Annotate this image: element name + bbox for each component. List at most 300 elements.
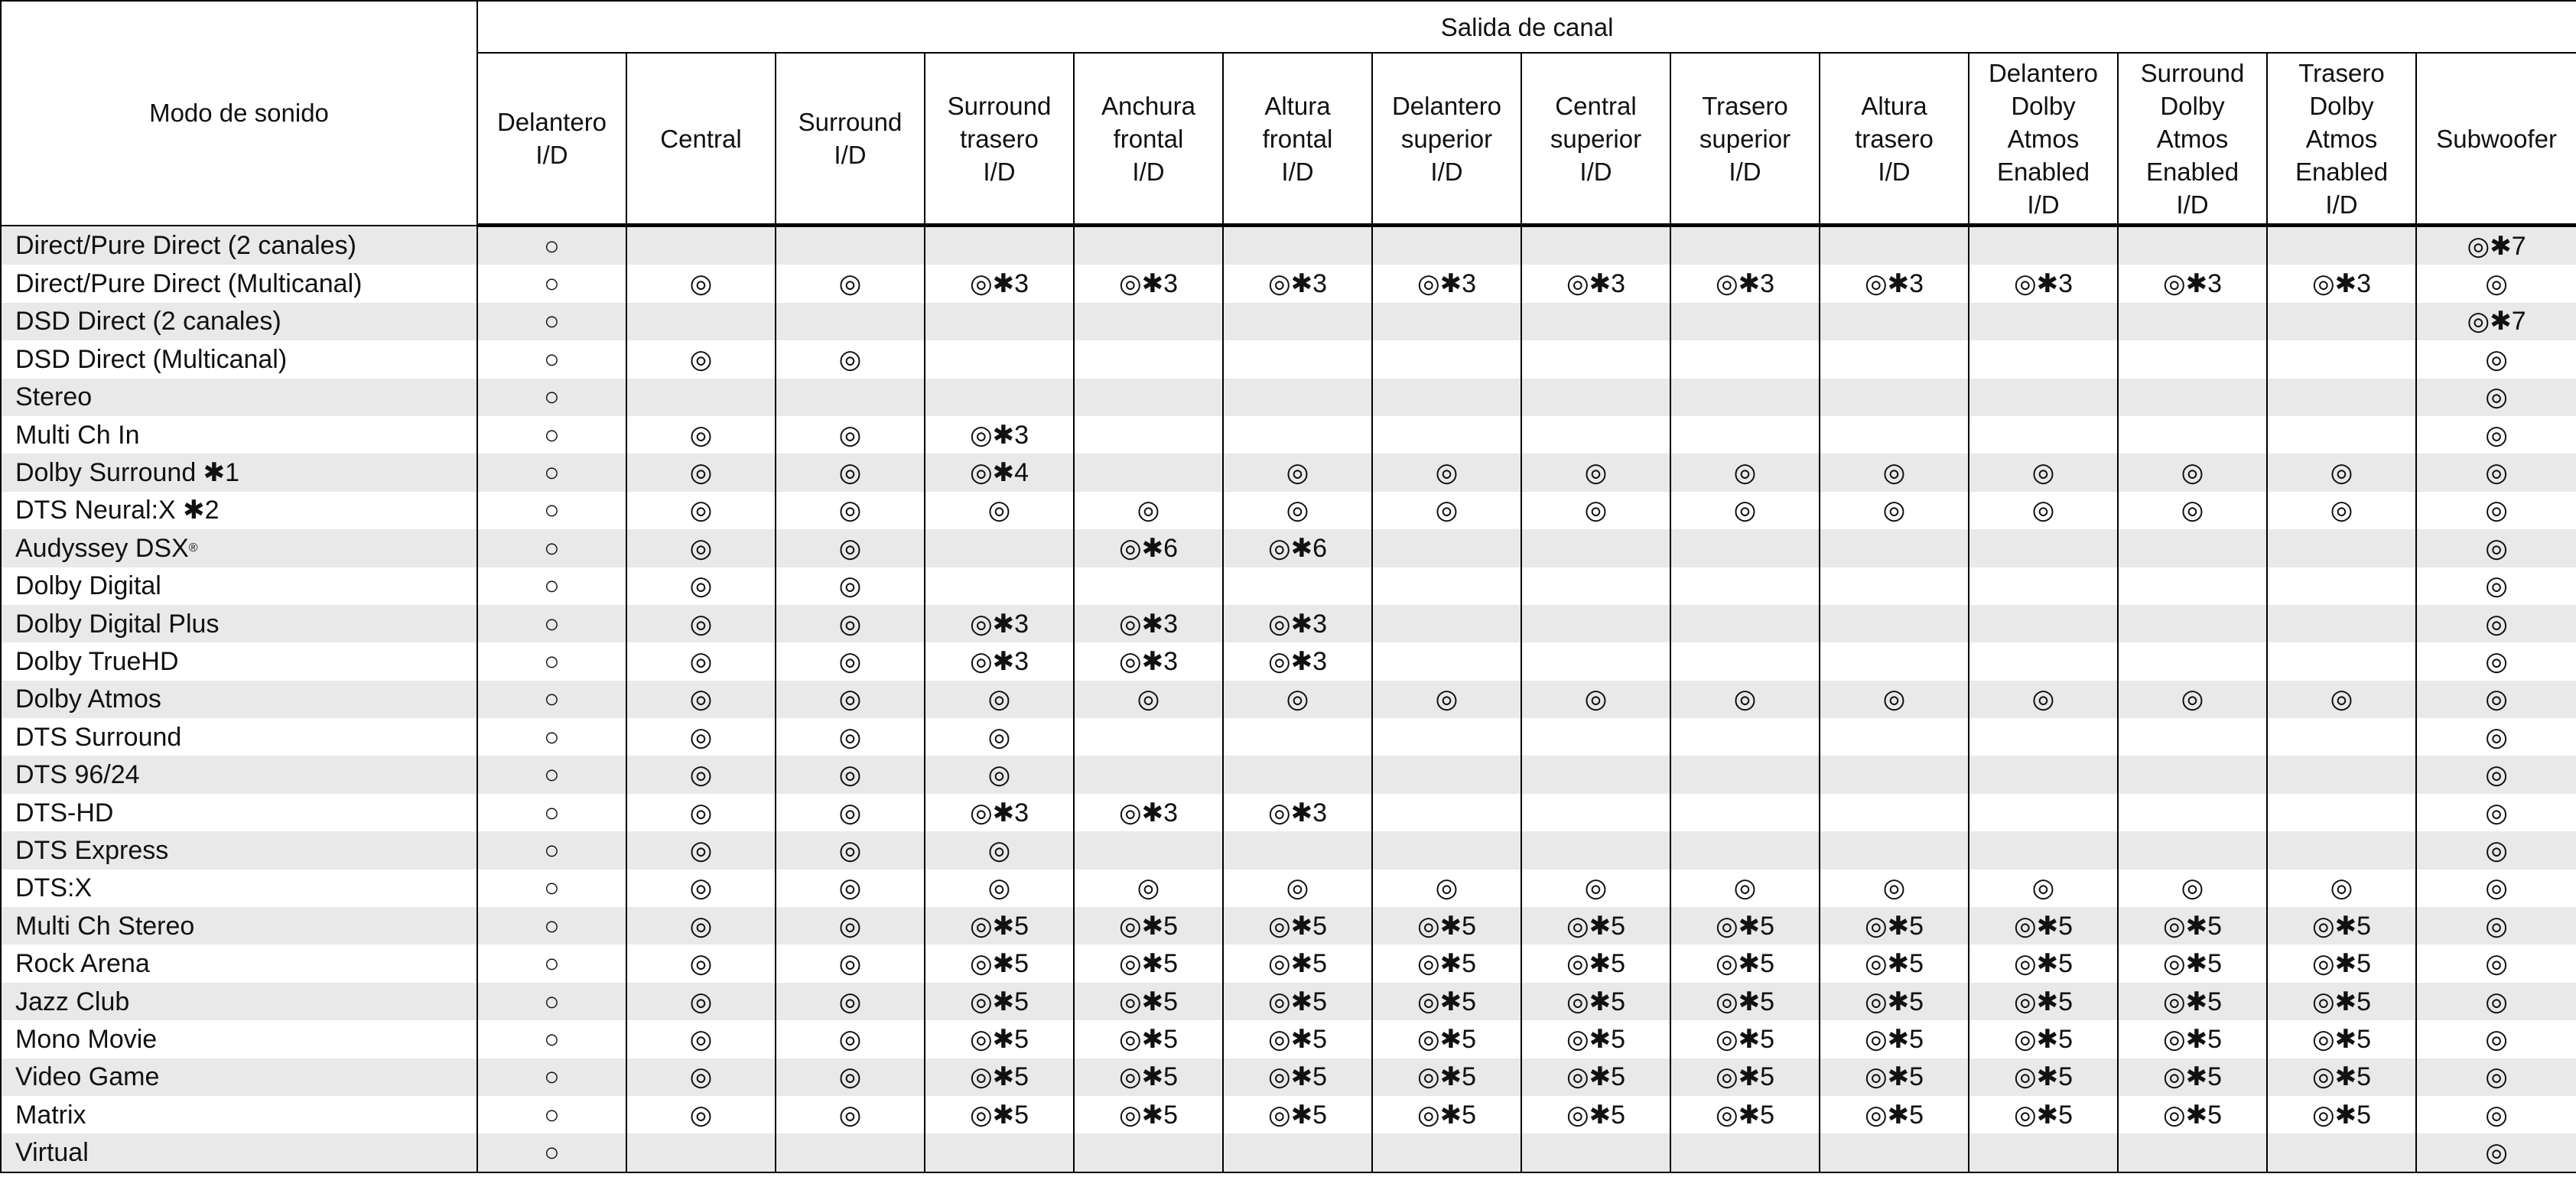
channel-output-cell: ◎	[626, 265, 776, 302]
channel-output-cell: ○	[477, 1058, 626, 1096]
channel-output-cell: ◎✱5	[1820, 983, 1969, 1020]
column-header-line: I/D	[983, 157, 1016, 186]
table-row	[1, 870, 2576, 907]
sound-mode-label: Jazz Club	[15, 987, 130, 1016]
column-header-line: Surround	[2140, 58, 2245, 87]
channel-output-cell: ◎	[626, 1020, 776, 1058]
channel-output-cell: ◎	[1074, 681, 1223, 718]
channel-output-cell: ◎✱5	[1074, 983, 1223, 1020]
channel-output-cell	[1969, 794, 2118, 831]
sound-mode-label: DTS-HD	[15, 798, 114, 827]
channel-output-cell	[1670, 831, 1820, 869]
channel-output-cell	[1372, 831, 1521, 869]
table-row	[1, 718, 2576, 756]
table-row	[1, 567, 2576, 605]
channel-output-cell: ◎	[776, 983, 925, 1020]
channel-output-cell	[1521, 756, 1670, 793]
column-header-line: Dolby	[2160, 91, 2225, 120]
sound-mode-cell	[1, 756, 477, 793]
channel-output-cell: ◎✱5	[1969, 1058, 2118, 1096]
channel-output-cell: ◎	[2416, 870, 2576, 907]
sound-mode-label: Dolby Surround ✱1	[15, 458, 240, 488]
channel-output-cell	[1670, 605, 1820, 642]
table-row	[1, 1058, 2576, 1096]
sound-mode-label: Multi Ch In	[15, 420, 140, 450]
channel-output-cell: ◎	[2416, 1096, 2576, 1133]
channel-output-cell	[1820, 379, 1969, 416]
channel-output-cell	[2267, 756, 2416, 793]
column-header-line: Delantero	[496, 108, 607, 136]
table-row	[1, 416, 2576, 454]
column-header-line: Anchura	[1101, 91, 1195, 120]
channel-output-cell: ◎	[1670, 681, 1820, 718]
channel-output-cell	[2118, 379, 2267, 416]
channel-output-cell: ○	[477, 983, 626, 1020]
channel-output-cell: ◎✱5	[1670, 1058, 1820, 1096]
column-header	[477, 53, 626, 226]
channel-output-cell: ◎	[626, 416, 776, 454]
channel-output-cell	[1074, 1133, 1223, 1172]
column-header-line: Enabled	[2145, 157, 2239, 186]
channel-output-cell	[776, 226, 925, 265]
channel-output-cell: ◎✱5	[2118, 1020, 2267, 1058]
channel-output-cell	[1521, 379, 1670, 416]
table-row	[1, 907, 2576, 945]
sound-mode-label: Dolby Atmos	[15, 684, 161, 714]
channel-output-cell: ◎	[1521, 492, 1670, 529]
table-row	[1, 831, 2576, 869]
channel-output-cell: ◎	[776, 1058, 925, 1096]
channel-output-cell: ◎✱5	[1969, 907, 2118, 945]
channel-output-cell: ○	[477, 605, 626, 642]
sound-mode-cell	[1, 1058, 477, 1096]
channel-output-cell: ◎	[2416, 1133, 2576, 1172]
column-header-line: Central	[660, 124, 742, 153]
channel-output-cell: ○	[477, 831, 626, 869]
channel-output-cell: ◎	[1670, 870, 1820, 907]
channel-output-cell	[2267, 718, 2416, 756]
channel-output-cell	[1372, 605, 1521, 642]
channel-output-cell: ◎✱5	[1670, 983, 1820, 1020]
channel-output-cell	[2118, 226, 2267, 265]
sound-mode-cell	[1, 265, 477, 302]
sound-mode-cell	[1, 794, 477, 831]
column-header-line: Surround	[947, 91, 1052, 120]
channel-output-cell: ◎	[2416, 605, 2576, 642]
sound-mode-cell	[1, 340, 477, 378]
channel-output-cell	[1223, 756, 1372, 793]
channel-output-cell	[1223, 416, 1372, 454]
channel-output-cell	[1969, 303, 2118, 340]
channel-output-cell: ◎	[626, 1058, 776, 1096]
channel-output-cell: ○	[477, 794, 626, 831]
channel-output-cell	[1223, 718, 1372, 756]
channel-output-cell: ◎✱5	[2118, 983, 2267, 1020]
table-row	[1, 340, 2576, 378]
channel-output-cell: ◎✱5	[1521, 1058, 1670, 1096]
channel-output-cell: ◎	[2416, 529, 2576, 567]
channel-output-cell: ◎	[626, 870, 776, 907]
channel-output-cell: ○	[477, 226, 626, 265]
channel-output-cell: ◎✱7	[2416, 303, 2576, 340]
channel-output-cell	[2267, 1133, 2416, 1172]
channel-output-cell	[2267, 605, 2416, 642]
channel-output-cell	[1670, 379, 1820, 416]
column-header-line: I/D	[1729, 157, 1761, 186]
table-row	[1, 492, 2576, 529]
channel-output-cell	[1670, 1133, 1820, 1172]
channel-output-cell: ◎	[1372, 681, 1521, 718]
channel-output-cell: ◎✱5	[1969, 1020, 2118, 1058]
channel-output-cell: ◎✱5	[2118, 907, 2267, 945]
sound-mode-label: DTS 96/24	[15, 760, 140, 790]
channel-output-cell: ◎✱5	[1372, 1096, 1521, 1133]
channel-output-cell: ◎✱6	[1074, 529, 1223, 567]
channel-output-cell	[1820, 605, 1969, 642]
channel-output-cell: ◎✱3	[1969, 265, 2118, 302]
channel-output-cell: ◎	[1521, 870, 1670, 907]
channel-output-cell	[2267, 567, 2416, 605]
channel-output-cell: ◎✱5	[2267, 907, 2416, 945]
channel-output-cell: ◎	[1223, 454, 1372, 491]
channel-output-cell	[1521, 226, 1670, 265]
channel-output-cell	[1820, 718, 1969, 756]
channel-output-cell: ◎✱3	[1074, 642, 1223, 680]
channel-output-cell: ○	[477, 945, 626, 982]
sound-mode-cell	[1, 303, 477, 340]
channel-output-cell: ◎✱3	[925, 265, 1074, 302]
channel-output-cell	[1372, 303, 1521, 340]
channel-output-cell	[1372, 756, 1521, 793]
channel-output-cell: ○	[477, 756, 626, 793]
channel-output-cell	[1521, 303, 1670, 340]
channel-output-cell: ◎✱5	[1820, 945, 1969, 982]
channel-output-cell	[2118, 529, 2267, 567]
channel-output-cell	[1521, 529, 1670, 567]
column-header-line: frontal	[1113, 124, 1184, 153]
channel-output-cell	[1521, 718, 1670, 756]
channel-output-cell: ◎	[2416, 831, 2576, 869]
registered-mark: ®	[188, 541, 198, 554]
channel-output-cell	[2118, 567, 2267, 605]
channel-output-cell: ◎	[2416, 945, 2576, 982]
channel-output-cell	[626, 303, 776, 340]
channel-output-cell	[626, 379, 776, 416]
channel-output-cell	[776, 379, 925, 416]
channel-output-cell: ◎	[776, 870, 925, 907]
channel-output-cell: ◎	[626, 1096, 776, 1133]
channel-output-cell	[2267, 831, 2416, 869]
table-row	[1, 529, 2576, 567]
sound-mode-label: Stereo	[15, 382, 93, 412]
channel-output-cell: ◎	[626, 945, 776, 982]
channel-output-cell: ◎	[925, 681, 1074, 718]
channel-output-cell: ○	[477, 642, 626, 680]
channel-output-cell: ◎	[626, 340, 776, 378]
channel-output-cell: ◎	[1670, 454, 1820, 491]
sound-mode-cell	[1, 454, 477, 491]
channel-output-cell: ◎	[2416, 794, 2576, 831]
table-row	[1, 1096, 2576, 1133]
channel-output-cell: ○	[477, 718, 626, 756]
column-header-line: Altura	[1861, 91, 1927, 120]
channel-output-cell: ◎	[1372, 454, 1521, 491]
channel-output-cell: ◎	[925, 718, 1074, 756]
channel-output-cell: ○	[477, 907, 626, 945]
sound-mode-label: Matrix	[15, 1100, 86, 1130]
channel-output-cell: ◎	[2416, 492, 2576, 529]
channel-output-cell	[1670, 756, 1820, 793]
channel-output-cell	[1670, 340, 1820, 378]
channel-output-cell: ◎✱5	[1670, 1020, 1820, 1058]
channel-output-cell	[1670, 529, 1820, 567]
channel-output-cell: ◎	[776, 756, 925, 793]
channel-output-cell	[2118, 303, 2267, 340]
channel-output-cell: ◎	[1969, 492, 2118, 529]
channel-output-cell: ◎✱5	[1372, 945, 1521, 982]
channel-output-cell: ◎✱5	[1074, 945, 1223, 982]
channel-output-cell: ◎	[2118, 454, 2267, 491]
sound-mode-header: Modo de sonido	[1, 1, 477, 226]
channel-output-cell: ◎✱5	[2267, 1020, 2416, 1058]
channel-output-cell: ◎	[925, 831, 1074, 869]
sound-mode-cell	[1, 642, 477, 680]
channel-output-cell: ◎	[2416, 983, 2576, 1020]
channel-output-cell	[2267, 303, 2416, 340]
channel-output-cell	[1670, 226, 1820, 265]
channel-output-cell: ◎✱5	[925, 907, 1074, 945]
column-header-line: superior	[1400, 124, 1493, 153]
column-header-line: I/D	[1430, 157, 1463, 186]
sound-mode-cell	[1, 831, 477, 869]
channel-output-cell: ◎✱3	[2118, 265, 2267, 302]
channel-output-cell: ◎✱5	[925, 1020, 1074, 1058]
channel-output-cell	[1969, 1133, 2118, 1172]
channel-output-cell: ◎✱5	[2118, 1096, 2267, 1133]
channel-output-cell: ◎	[626, 681, 776, 718]
table-row	[1, 794, 2576, 831]
channel-output-cell: ◎✱5	[1521, 945, 1670, 982]
channel-output-cell: ◎	[776, 416, 925, 454]
channel-output-cell	[776, 303, 925, 340]
column-header-line: Atmos	[2007, 124, 2080, 153]
column-header-line: Altura	[1264, 91, 1331, 120]
channel-output-cell: ◎	[2416, 416, 2576, 454]
channel-output-cell: ◎✱5	[2267, 1096, 2416, 1133]
column-header-line: Enabled	[1996, 157, 2090, 186]
sound-mode-cell	[1, 983, 477, 1020]
column-header-line: Dolby	[2011, 91, 2076, 120]
channel-output-cell: ◎✱5	[925, 1058, 1074, 1096]
channel-output-cell	[925, 379, 1074, 416]
channel-output-cell	[2118, 340, 2267, 378]
sound-mode-label: Direct/Pure Direct (2 canales)	[15, 230, 356, 260]
channel-output-cell: ◎	[1969, 870, 2118, 907]
channel-output-cell	[1372, 379, 1521, 416]
channel-output-cell: ◎	[776, 340, 925, 378]
channel-output-cell	[1820, 756, 1969, 793]
channel-output-cell: ◎	[1670, 492, 1820, 529]
channel-output-cell: ◎✱5	[1670, 945, 1820, 982]
channel-output-cell: ◎	[626, 605, 776, 642]
channel-output-cell: ◎	[1223, 492, 1372, 529]
column-header-line: I/D	[2325, 190, 2358, 219]
channel-output-cell: ◎	[776, 681, 925, 718]
channel-output-cell	[1820, 303, 1969, 340]
column-header-line: Trasero	[2298, 58, 2385, 87]
channel-output-cell: ○	[477, 379, 626, 416]
sound-mode-cell	[1, 907, 477, 945]
column-header-line: Trasero	[1702, 91, 1788, 120]
sound-mode-cell	[1, 1020, 477, 1058]
sound-mode-cell	[1, 416, 477, 454]
sound-mode-label: Mono Movie	[15, 1024, 158, 1054]
column-header	[626, 53, 776, 226]
table-row	[1, 454, 2576, 491]
channel-output-cell	[1969, 567, 2118, 605]
channel-output-cell	[925, 340, 1074, 378]
table-row	[1, 1020, 2576, 1058]
column-header-line: Subwoofer	[2436, 124, 2557, 153]
channel-output-cell: ◎	[776, 529, 925, 567]
column-header-line: Enabled	[2295, 157, 2389, 186]
channel-output-cell	[1969, 529, 2118, 567]
table-row	[1, 756, 2576, 793]
column-header-line: frontal	[1262, 124, 1333, 153]
channel-output-cell: ◎✱6	[1223, 529, 1372, 567]
channel-output-cell: ○	[477, 340, 626, 378]
channel-output-cell: ◎✱3	[1372, 265, 1521, 302]
channel-output-cell	[1969, 756, 2118, 793]
channel-output-cell	[1969, 416, 2118, 454]
sound-mode-label: Dolby Digital Plus	[15, 609, 220, 639]
table-row	[1, 1133, 2576, 1172]
channel-output-cell: ◎✱5	[1521, 907, 1670, 945]
channel-output-cell: ◎	[2118, 870, 2267, 907]
channel-output-cell	[1372, 567, 1521, 605]
sound-mode-label: DTS:X	[15, 873, 93, 903]
channel-output-cell	[1521, 794, 1670, 831]
channel-output-cell	[2267, 529, 2416, 567]
sound-mode-cell	[1, 492, 477, 529]
channel-output-cell	[1223, 303, 1372, 340]
column-header-line: Delantero	[1391, 91, 1502, 120]
channel-output-cell	[1820, 340, 1969, 378]
channel-output-cell: ◎✱3	[1670, 265, 1820, 302]
sound-mode-label: DTS Neural:X ✱2	[15, 496, 220, 525]
channel-output-cell: ◎	[2416, 756, 2576, 793]
channel-output-cell: ◎	[2267, 492, 2416, 529]
channel-output-cell: ◎✱5	[1820, 1096, 1969, 1133]
channel-output-cell	[925, 303, 1074, 340]
channel-output-cell: ◎	[626, 794, 776, 831]
channel-output-cell: ◎✱5	[1223, 983, 1372, 1020]
channel-output-cell: ◎	[2416, 718, 2576, 756]
sound-mode-cell	[1, 945, 477, 982]
sound-mode-label: Multi Ch Stereo	[15, 911, 195, 941]
channel-output-cell: ◎✱5	[1372, 1020, 1521, 1058]
channel-output-cell: ◎	[2416, 567, 2576, 605]
channel-output-cell	[1223, 226, 1372, 265]
channel-output-cell	[1670, 642, 1820, 680]
channel-output-cell: ◎	[776, 794, 925, 831]
channel-output-cell	[1223, 379, 1372, 416]
channel-output-cell: ◎✱5	[2267, 1058, 2416, 1096]
channel-output-cell: ○	[477, 416, 626, 454]
channel-output-cell	[1074, 379, 1223, 416]
channel-output-cell: ◎✱5	[1670, 907, 1820, 945]
channel-output-cell: ◎	[626, 756, 776, 793]
channel-output-cell	[1074, 303, 1223, 340]
channel-output-cell	[1670, 718, 1820, 756]
channel-output-cell	[1820, 226, 1969, 265]
column-header	[1074, 53, 1223, 226]
sound-mode-label: Virtual	[15, 1138, 89, 1168]
channel-output-cell: ◎	[776, 454, 925, 491]
channel-output-cell: ◎✱5	[1223, 1020, 1372, 1058]
channel-output-cell: ○	[477, 303, 626, 340]
sound-mode-label: DSD Direct (Multicanal)	[15, 344, 288, 374]
channel-output-cell	[1521, 642, 1670, 680]
sound-mode-cell	[1, 567, 477, 605]
channel-output-cell: ○	[477, 1096, 626, 1133]
channel-output-cell	[1670, 416, 1820, 454]
channel-output-cell: ◎✱5	[1372, 983, 1521, 1020]
column-header-line: trasero	[1855, 124, 1934, 153]
channel-output-cell: ◎	[2416, 1058, 2576, 1096]
channel-output-cell: ◎	[1969, 454, 2118, 491]
channel-output-cell: ◎	[626, 492, 776, 529]
channel-output-cell: ◎✱5	[1521, 983, 1670, 1020]
column-header-line: I/D	[2176, 190, 2209, 219]
channel-output-cell: ○	[477, 454, 626, 491]
channel-output-cell	[925, 567, 1074, 605]
sound-mode-label: Rock Arena	[15, 949, 150, 979]
table-row	[1, 379, 2576, 416]
channel-output-cell: ◎	[1820, 681, 1969, 718]
channel-output-cell: ◎✱4	[925, 454, 1074, 491]
channel-output-cell	[1969, 718, 2118, 756]
column-header	[776, 53, 925, 226]
sound-mode-label: DTS Surround	[15, 722, 182, 752]
channel-output-cell: ◎✱3	[1223, 265, 1372, 302]
channel-output-cell	[2267, 226, 2416, 265]
column-header-line: trasero	[960, 124, 1039, 153]
column-header	[1820, 53, 1969, 226]
column-header-line: I/D	[834, 141, 867, 169]
channel-output-cell: ◎	[2416, 907, 2576, 945]
sound-mode-cell	[1, 529, 477, 567]
channel-output-cell	[626, 226, 776, 265]
channel-output-cell	[776, 1133, 925, 1172]
channel-output-cell	[1074, 416, 1223, 454]
channel-output-cell: ◎	[1820, 454, 1969, 491]
channel-output-cell: ◎	[776, 1020, 925, 1058]
channel-output-cell	[1969, 642, 2118, 680]
channel-output-header: Salida de canal	[477, 1, 2576, 53]
channel-output-cell: ◎	[2416, 265, 2576, 302]
sound-mode-label: Audyssey DSX	[15, 533, 189, 563]
channel-output-cell: ◎	[626, 529, 776, 567]
channel-output-cell: ◎✱5	[1223, 1058, 1372, 1096]
channel-output-cell	[1670, 303, 1820, 340]
column-header-line: Atmos	[2305, 124, 2378, 153]
channel-output-cell: ◎	[776, 945, 925, 982]
channel-output-cell	[1521, 831, 1670, 869]
channel-output-cell: ◎✱5	[2118, 945, 2267, 982]
channel-output-cell	[1372, 226, 1521, 265]
column-header	[2118, 53, 2267, 226]
